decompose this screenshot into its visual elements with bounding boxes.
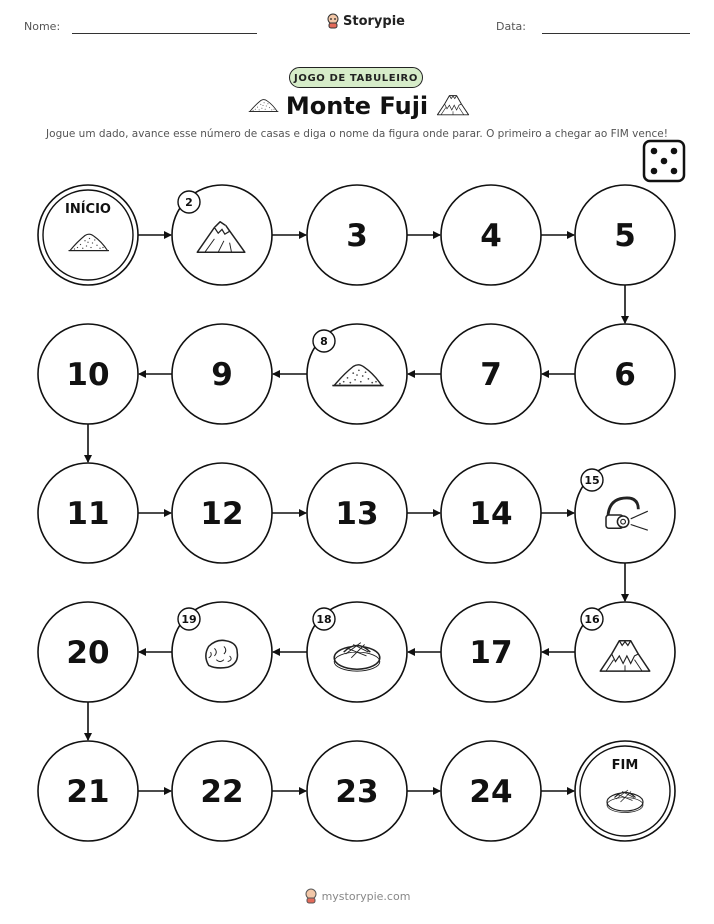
- cell-number: 2: [185, 196, 193, 209]
- cell-number: 15: [584, 474, 600, 487]
- board-cell-11[interactable]: [38, 463, 138, 563]
- board-cell-3[interactable]: [307, 185, 407, 285]
- board-cell-12[interactable]: [172, 463, 272, 563]
- cell-number: 20: [66, 635, 110, 671]
- footer: [0, 888, 714, 904]
- board-cell-22[interactable]: [172, 741, 272, 841]
- cell-number: 12: [200, 496, 244, 532]
- board-cell-14[interactable]: [441, 463, 541, 563]
- name-label: Nome:: [24, 20, 61, 33]
- board-cell-16[interactable]: [575, 602, 675, 702]
- game-type-badge: JOGO DE TABULEIRO: [289, 67, 423, 88]
- board-cell-8[interactable]: [307, 324, 407, 424]
- board-cell-2[interactable]: [172, 185, 272, 285]
- cell-number: 19: [181, 613, 197, 626]
- cell-number: 11: [66, 496, 110, 532]
- board-cell-19[interactable]: [172, 602, 272, 702]
- board-cell-17[interactable]: [441, 602, 541, 702]
- cell-number: 18: [316, 613, 332, 626]
- footer-link[interactable]: mystorypie.com: [321, 889, 411, 903]
- cell-number: 23: [335, 774, 379, 810]
- volcano-icon: [437, 96, 468, 115]
- end-label: FIM: [611, 758, 639, 773]
- board-cell-21[interactable]: [38, 741, 138, 841]
- board-cells: [38, 185, 675, 841]
- cell-number: 14: [469, 496, 513, 532]
- start-label: INÍCIO: [65, 202, 111, 217]
- board-cell-15[interactable]: [575, 463, 675, 563]
- title-decoration-left: [249, 100, 279, 112]
- cell-number: 21: [66, 774, 110, 810]
- instructions: Jogue um dado, avance esse número de casas e diga o nome da figura onde parar. O primeiro a chegar ao FIM vence!: [46, 128, 668, 140]
- brand-name: Storypie: [343, 13, 405, 29]
- board-cell-7[interactable]: [441, 324, 541, 424]
- board-cell-13[interactable]: [307, 463, 407, 563]
- board-cell-6[interactable]: [575, 324, 675, 424]
- cell-number: 6: [614, 357, 636, 393]
- board-cell-10[interactable]: [38, 324, 138, 424]
- page-title: Monte Fuji: [285, 92, 429, 120]
- board-cell-18[interactable]: [307, 602, 407, 702]
- board-cell-20[interactable]: [38, 602, 138, 702]
- board-cell-4[interactable]: [441, 185, 541, 285]
- cell-number: 22: [200, 774, 244, 810]
- cell-number: 17: [469, 635, 513, 671]
- board-cell-25[interactable]: [575, 741, 675, 841]
- cell-number: 13: [335, 496, 379, 532]
- cell-number: 5: [614, 218, 636, 254]
- cell-number: 16: [584, 613, 600, 626]
- board-cell-5[interactable]: [575, 185, 675, 285]
- cell-number: 24: [469, 774, 513, 810]
- date-label: Data:: [496, 20, 526, 33]
- cell-number: 3: [346, 218, 368, 254]
- title-decoration-right: [437, 96, 468, 115]
- board-cell-24[interactable]: [441, 741, 541, 841]
- board-cell-9[interactable]: [172, 324, 272, 424]
- cell-number: 8: [320, 335, 328, 348]
- storypie-mascot-icon: [304, 888, 318, 904]
- rock-icon: [206, 640, 238, 668]
- cell-number: 7: [480, 357, 502, 393]
- board-cell-23[interactable]: [307, 741, 407, 841]
- cell-number: 9: [211, 357, 233, 393]
- cell-number: 4: [480, 218, 502, 254]
- board-cell-1[interactable]: [38, 185, 138, 285]
- sand-pile-icon: [249, 100, 279, 112]
- dice-icon[interactable]: [644, 141, 684, 181]
- cell-number: 10: [66, 357, 110, 393]
